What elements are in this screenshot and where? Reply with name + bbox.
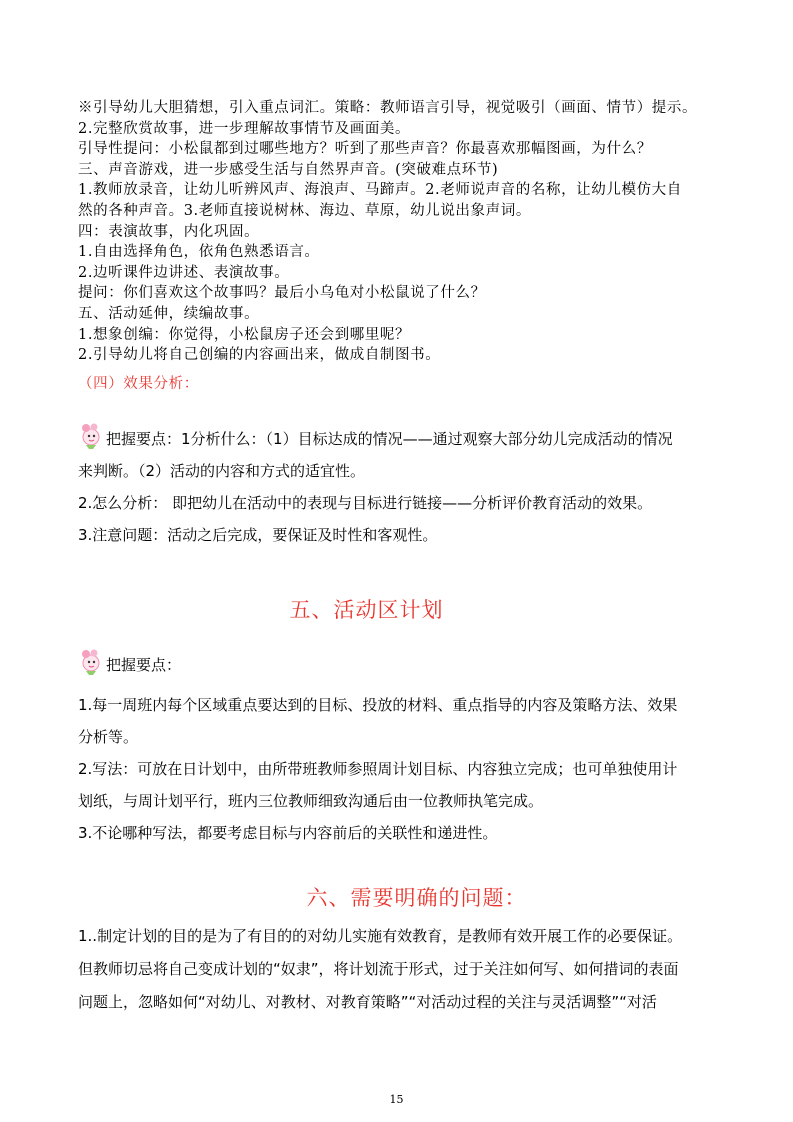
flower-girl-icon bbox=[78, 422, 104, 450]
effect-line-3: 2.怎么分析： 即把幼儿在活动中的表现与目标进行链接——分析评价教育活动的效果。 bbox=[78, 494, 653, 512]
area-line-4: 划纸，与周计划平行，班内三位教师细致沟通后由一位教师执笔完成。 bbox=[78, 792, 544, 810]
questions-line-3: 问题上，忽略如何“对幼儿、对教材、对教育策略”“对活动过程的关注与灵活调整”“对活 bbox=[78, 993, 657, 1011]
process-line: 然的各种声音。3.老师直接说树林、海边、草原，幼儿说出象声词。 bbox=[78, 203, 531, 219]
area-line-1: 1.每一周班内每个区域重点要达到的目标、投放的材料、重点指导的内容及策略方法、效果 bbox=[78, 696, 678, 714]
area-line-2: 分析等。 bbox=[78, 728, 139, 746]
process-line: 四：表演故事，内化巩固。 bbox=[78, 223, 260, 240]
questions-body bbox=[78, 920, 723, 1019]
section-heading-area-plan: 五、活动区计划 bbox=[289, 598, 444, 622]
process-line: 三、声音游戏，进一步感受生活与自然界声音。(突破难点环节) bbox=[78, 161, 499, 178]
process-line: 1.自由选择角色，依角色熟悉语言。 bbox=[78, 244, 320, 261]
effect-line-4: 3.注意问题：活动之后完成，要保证及时性和客观性。 bbox=[78, 526, 438, 544]
section-heading-questions: 六、需要明确的问题： bbox=[306, 886, 527, 910]
questions-line-2: 但教师切忌将自己变成计划的“奴隶”，将计划流于形式，过于关注如何写、如何措词的表面 bbox=[78, 960, 679, 978]
process-line: ※引导幼儿大胆猜想，引入重点词汇。策略：教师语言引导，视觉吸引（画面、情节）提示。 bbox=[78, 100, 698, 116]
effect-line-2: 来判断。（2）活动的内容和方式的适宜性。 bbox=[78, 462, 366, 480]
page-number: 15 bbox=[389, 1093, 404, 1106]
process-line: 2.完整欣赏故事，进一步理解故事情节及画面美。 bbox=[78, 120, 411, 137]
area-line-3: 2.写法：可放在日计划中，由所带班教师参照周计划目标、内容独立完成；也可单独使用计 bbox=[78, 760, 678, 778]
process-line: 2.引导幼儿将自己创编的内容画出来，做成自制图书。 bbox=[78, 347, 441, 364]
questions-line-1: 1..制定计划的目的是为了有目的的对幼儿实施有效教育，是教师有效开展工作的必要保证。 bbox=[78, 927, 683, 945]
process-line: 引导性提问：小松鼠都到过哪些地方？听到了那些声音？你最喜欢那幅图画，为什么？ bbox=[78, 141, 652, 158]
flower-girl-icon bbox=[78, 648, 104, 676]
effect-analysis-body bbox=[78, 422, 723, 551]
process-line: 五、活动延伸，续编故事。 bbox=[78, 306, 260, 322]
area-key-points: 把握要点： bbox=[78, 648, 723, 681]
area-line-5: 3.不论哪种写法，都要考虑目标与内容前后的关联性和递进性。 bbox=[78, 824, 498, 842]
process-line: 提问：你们喜欢这个故事吗？最后小乌龟对小松鼠说了什么？ bbox=[78, 285, 486, 302]
process-line: 1.想象创编：你觉得，小松鼠房子还会到哪里呢？ bbox=[78, 326, 411, 343]
process-line: 1.教师放录音，让幼儿听辨风声、海浪声、马蹄声。2.老师说声音的名称，让幼儿模仿大自 bbox=[78, 182, 682, 199]
area-plan-body bbox=[78, 648, 723, 849]
process-line: 2.边听课件边讲述、表演故事。 bbox=[78, 264, 290, 281]
effect-analysis-heading: （四）效果分析： bbox=[78, 376, 199, 392]
effect-line-1: 把握要点：1分析什么：（1）目标达成的情况——通过观察大部分幼儿完成活动的情况 bbox=[78, 422, 723, 455]
